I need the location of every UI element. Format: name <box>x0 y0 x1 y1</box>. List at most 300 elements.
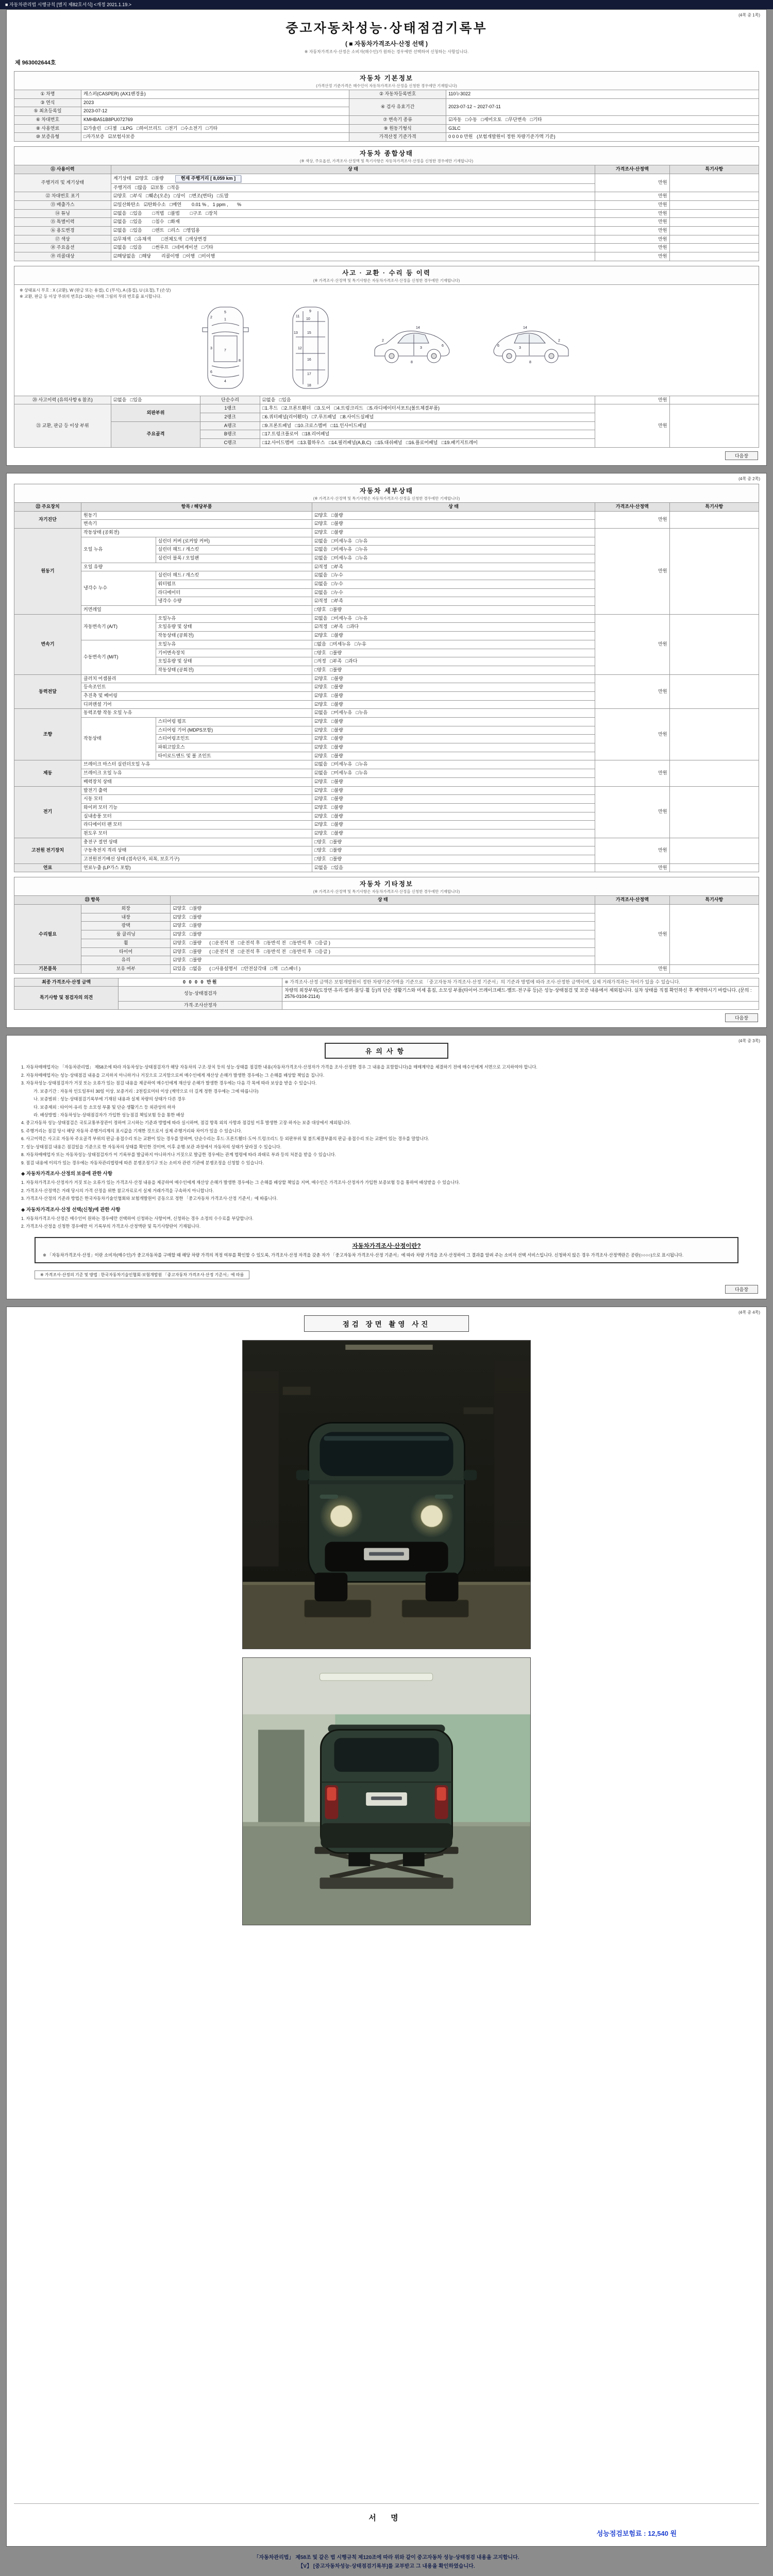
svg-text:17: 17 <box>307 372 311 376</box>
accident-history <box>14 396 759 448</box>
form-cell: 실내송풍 모터 <box>81 812 312 821</box>
page-2 <box>6 473 767 1028</box>
photo-section-title: 점검 장면 촬영 사진 <box>304 1315 469 1332</box>
transmission-type: ☑자동 □수동 □세미오토 □무단변속 □기타 <box>446 116 759 125</box>
svg-text:18: 18 <box>307 383 311 387</box>
form-cell: 파워고압호스 <box>156 743 312 752</box>
svg-text:7: 7 <box>224 348 226 352</box>
form-cell: 특기사항 <box>669 165 759 174</box>
form-cell: ☑양호 □불량 <box>312 803 595 812</box>
misc-info-title: 자동차 기타정보 <box>360 880 413 888</box>
form-cell: □9.프론트패널 □10.크로스멤버 □11.인사이드패널 <box>260 421 595 430</box>
simple-repair: ☑없음 □있음 <box>260 396 595 404</box>
svg-text:10: 10 <box>306 317 310 321</box>
form-cell: ☑양호 □불량 <box>312 718 595 726</box>
inspection-photo-rear <box>242 1657 531 1925</box>
form-cell: 고전원전기배선 상태 (접속단자, 피복, 보호기구) <box>81 855 312 864</box>
form-cell: □없음 □미세누유 □누유 <box>312 640 595 649</box>
form-cell: C랭크 <box>200 439 260 448</box>
form-cell: ☑없음 □미세누유 □누유 <box>312 709 595 718</box>
next-page-button-2[interactable]: 다음장 <box>725 1013 758 1022</box>
form-cell: 시동 모터 <box>81 795 312 804</box>
form-cell: 항목 / 해당부품 <box>81 502 312 511</box>
form-cell: 만원 <box>595 511 670 528</box>
notice-paragraph: 6. 사고이력은 사고로 자동차 주요골격 부위의 판금·용접수리 또는 교환이 있는 경우를 말하며, 단순수리는 후드·프론트휀더·도어·트렁크리드 등 외판부위 및 볼트체결부품의 판금·용접수리 또는 교환이 있는 경우를 말합니다. <box>21 1136 429 1142</box>
form-cell: 만원 <box>595 396 670 404</box>
form-cell: □적정 □부족 □과다 <box>312 657 595 666</box>
form-cell <box>669 674 759 709</box>
svg-text:3: 3 <box>210 346 212 350</box>
accident-diagram-panel <box>14 284 759 396</box>
page-1 <box>6 9 767 466</box>
form-cell: 기본품목 <box>14 964 81 973</box>
form-cell <box>669 252 759 261</box>
car-side-diagram-right <box>487 322 575 374</box>
form-cell: 라디에이터 팬 모터 <box>81 821 312 829</box>
form-cell: ☑해당없음 □해당 리콜이행 □이행 □미이행 <box>111 252 595 261</box>
form-cell: ☑있음 □없음 ( □사용설명서 □안전삼각대 □잭 □스패너 ) <box>171 964 595 973</box>
form-cell: 작동상태 (공회전) <box>156 632 312 640</box>
form-cell: 만원 <box>595 786 670 838</box>
form-cell: 오일누유 <box>156 640 312 649</box>
svg-text:15: 15 <box>307 331 311 335</box>
form-cell: 작동상태 <box>81 718 156 760</box>
base-price: 0 0 0 0 만원 (보험개발원이 정한 차량기준가액 기준) <box>446 133 759 142</box>
form-cell: 변속기 <box>81 520 312 529</box>
form-cell: ☑없음 □미세누유 □누유 <box>312 537 595 546</box>
form-cell: □12.사이드멤버 □13.휠하우스 □14.필러패널(A,B,C) □15.대쉬패널 □16.플로어패널 □19.패키지트레이 <box>260 439 595 448</box>
notice-subparagraph: 라. 배상방법 : 자동차성능·상태점검자가 가입한 성능점검 책임보험 등을 통한 배상 <box>33 1112 184 1117</box>
notice-paragraph: 2. 가격조사·산정액은 거래 당시의 가격 산정을 위한 참고자료로서 실제 거래가격을 구속하지 아니합니다. <box>21 1188 214 1193</box>
form-cell: ☑양호 □불량 <box>312 752 595 760</box>
svg-text:8: 8 <box>411 360 413 364</box>
svg-text:2: 2 <box>558 338 560 343</box>
notice-paragraphs <box>14 1064 759 1229</box>
form-cell: 실린더 헤드 / 개스킷 <box>156 546 312 554</box>
form-cell: 만원 <box>595 709 670 760</box>
form-cell: 만원 <box>595 674 670 709</box>
form-cell: 상 태 <box>312 502 595 511</box>
form-cell <box>669 964 759 973</box>
notice-paragraph: 1. 자동차가격조사·산정자가 거짓 또는 오류가 있는 가격조사·산정 내용을 제공하여 매수인에게 재산상 손해가 발생한 경우에는 그 손해를 배상할 책임을 지며, 매수인은 가격조사·산정자가 가입한 보증보험 등을 통하여 배상받을 수 있습니다. <box>21 1180 460 1185</box>
status-mark-legend: ※ 상태표시 부호 : X (교환), W (판금 또는 용접), C (부식), A (흠집), U (요철), T (손상) <box>20 287 171 293</box>
notice-paragraph: 1. 자동차매매업자는 「자동차관리법」 제58조에 따라 자동차성능·상태점검자가 해당 자동차의 구조·장치 등의 성능·상태를 점검한 내용(자동차가격조사·산정자가 가격을 조사·산정한 경우 그 내용을 포함합니다)을 매매계약을 체결하기 전에 매수인에게 서면으로 고지하여야 합니다. <box>21 1064 537 1070</box>
form-cell: ⑫ 차대번호 표기 <box>14 192 111 201</box>
form-cell: ⑰ 색상 <box>14 235 111 244</box>
form-cell: 브레이크 오일 누유 <box>81 769 312 778</box>
form-cell: 만원 <box>595 218 670 227</box>
form-cell: 추진축 및 베어링 <box>81 691 312 700</box>
form-cell: 자기진단 <box>14 511 81 528</box>
form-cell: ⑯ 용도변경 <box>14 226 111 235</box>
basic-info-title: 자동차 기본정보 <box>360 75 413 82</box>
svg-text:14: 14 <box>416 326 420 330</box>
form-cell: 수리필요 <box>14 905 81 965</box>
svg-text:2: 2 <box>210 315 212 319</box>
overall-status-note: (※ 색상, 주요옵션, 가격조사·산정액 및 특기사항은 자동차가격조사·산정을 신청한 경우에만 기재합니다) <box>299 159 474 164</box>
form-cell: 발전기 출력 <box>81 786 312 795</box>
form-cell: □1.후드 □2.프론트휀더 □3.도어 □4.트렁크리드 □5.라디에이터서포트(볼트체결부품) <box>260 404 595 413</box>
form-cell: ㉒ 주요장치 <box>14 502 81 511</box>
form-cell: 냉각수 누수 <box>81 571 156 606</box>
detail-status <box>14 502 759 873</box>
footer-line-2: 【V】 [중고자동차성능·상태점검기록부]를 교부받고 그 내용을 확인하였습니다. <box>298 2563 475 2569</box>
form-cell: ☑없음 □있음 □적법 □불법 □구조 □장치 <box>111 209 595 218</box>
emissions: ☑일산화탄소 ☑탄화수소 □매연 0.01 % , 1 ppm , % <box>111 200 595 209</box>
form-cell: 만원 <box>595 174 670 192</box>
page-3 <box>6 1035 767 1299</box>
form-cell: 보유 여부 <box>81 964 171 973</box>
form-cell: ☑양호 □불량 <box>171 930 595 939</box>
form-cell <box>669 614 759 674</box>
form-cell: 워터펌프 <box>156 580 312 589</box>
form-cell: 연료누출 (LP가스 포함) <box>81 863 312 872</box>
form-cell: 변속기 <box>14 614 81 674</box>
form-cell: 타이어 <box>81 947 171 956</box>
price-survey-box-text: ※ 「자동차가격조사·산정」이란 소비자(매수인)가 중고자동차를 구매할 때 해당 차량 가격의 적정 여부를 확인할 수 있도록, 가격조사·산정 자격을 갖춘 자가 「중고자동차 가격조사·산정 기준서」에 따라 차량 가격을 조사·산정하여 그 결과를 알려 주는 소비자 선택 서비스입니다. 신청하지 않은 경우 가격조사·산정액란은 공란(○○○○)으로 표시됩니다. <box>43 1252 684 1258</box>
form-cell: ☑무채색 □유채색 □전체도색 □색상변경 <box>111 235 595 244</box>
form-cell: ☑양호 □불량 <box>312 511 595 520</box>
form-cell: ⑬ 배출가스 <box>14 200 111 209</box>
form-cell: ☑적정 □부족 □과다 <box>312 623 595 632</box>
form-cell: ☑없음 □미세누유 □누유 <box>312 769 595 778</box>
final-price-section-table <box>14 978 759 1010</box>
form-cell: 유리 <box>81 956 171 965</box>
notice-heading: ◆ 자동차가격조사·산정의 보증에 관한 사항 <box>21 1171 113 1177</box>
form-cell: ☑양호 □불량 <box>312 735 595 743</box>
form-cell: 커먼레일 <box>81 606 312 615</box>
form-cell: 스티어링 펌프 <box>156 718 312 726</box>
page-4 <box>6 1307 767 2547</box>
form-cell: 외장 <box>81 905 171 913</box>
car-diagrams <box>20 300 753 395</box>
form-cell: ⑭ 튜닝 <box>14 209 111 218</box>
document-number: 제 963002644호 <box>15 60 56 66</box>
car-top-view-diagram <box>198 304 253 392</box>
svg-text:12: 12 <box>298 346 302 350</box>
price-survey-box-title: 자동차가격조사·산정이란? <box>352 1243 421 1249</box>
svg-text:1: 1 <box>224 317 226 321</box>
form-cell: 내장 <box>81 913 171 922</box>
form-cell: 상 태 <box>111 165 595 174</box>
form-cell: 만원 <box>595 838 670 863</box>
accident-history-title: 사고 · 교환 · 수리 등 이력 <box>342 269 431 277</box>
form-cell: 디퍼렌셜 기어 <box>81 700 312 709</box>
svg-text:2: 2 <box>382 338 384 343</box>
fee-row <box>14 2523 759 2542</box>
form-cell: ⑪ 사용이력 <box>14 165 111 174</box>
form-cell: ⑲ 리콜대상 <box>14 252 111 261</box>
final-price-section <box>14 978 759 1010</box>
form-cell: 외판부위 <box>111 404 200 421</box>
overall-status-table <box>14 165 759 261</box>
form-cell: ☑없음 □있음 □침수 □화재 <box>111 218 595 227</box>
accident-history-table <box>14 396 759 448</box>
notice-paragraph: 4. 중고자동차 성능·상태점검은 국토교통부장관이 정하여 고시하는 기준과 방법에 따라 실시하며, 점검 항목 외의 사항과 점검일 이후 발생한 고장·하자는 보증 대상에서 제외됩니다. <box>21 1120 351 1126</box>
notice-heading: ◆ 자동차가격조사·산정 선택(신청)에 관한 사항 <box>21 1207 121 1213</box>
form-cell: 주행거리 및 계기상태 <box>14 174 111 192</box>
notice-subparagraph: 나. 보증범위 : 성능·상태점검기록부에 기재된 내용과 실제 차량의 상태가 다른 경우 <box>33 1096 186 1102</box>
form-cell <box>669 174 759 192</box>
form-cell <box>669 218 759 227</box>
form-cell: 전기 <box>14 786 81 838</box>
basic-info <box>14 90 759 142</box>
form-cell: 광택 <box>81 922 171 930</box>
registration-number: 110누3022 <box>446 90 759 99</box>
insurance-fee: 성능점검보험료 : 12,540 원 <box>596 2530 677 2537</box>
mileage-status: 계기상태 ☑양호 □불량 현재 주행거리 [ 8,059 km ] <box>111 174 595 183</box>
detail-status-header <box>14 484 759 502</box>
svg-text:14: 14 <box>523 326 527 330</box>
form-cell: 2랭크 <box>200 413 260 422</box>
form-cell: 가격조사·산정액 <box>595 502 670 511</box>
form-cell: ⑱ 주요옵션 <box>14 244 111 252</box>
form-cell: 제동 <box>14 760 81 786</box>
form-cell: 고전원 전기장치 <box>14 838 81 863</box>
svg-text:5: 5 <box>224 310 226 314</box>
form-cell: ② 자동차등록번호 <box>349 90 446 99</box>
notice-title: 유의사항 <box>325 1043 448 1059</box>
form-cell: 동력전달 <box>14 674 81 709</box>
form-cell: 만원 <box>595 209 670 218</box>
form-cell: ☑양호 □부식 □훼손(오손) □상이 □변조(변타) □도말 <box>111 192 595 201</box>
notice-paragraph: 9. 점검 내용에 이의가 있는 경우에는 자동차관리법령에 따른 분쟁조정기구 또는 소비자 관련 기관에 분쟁조정을 신청할 수 있습니다. <box>21 1160 264 1165</box>
form-cell: 작동상태 (공회전) <box>81 528 312 537</box>
form-cell: ☑없음 □미세누유 □누유 <box>312 760 595 769</box>
page-marker-4: (4쪽 중 4쪽) <box>738 1310 760 1315</box>
form-cell: ☑양호 □불량 <box>312 520 595 529</box>
form-cell: ☑없음 □있음 □렌트 □리스 □영업용 <box>111 226 595 235</box>
form-cell: 만원 <box>595 528 670 614</box>
form-cell: 등속조인트 <box>81 683 312 692</box>
notice-paragraph: 3. 자동차성능·상태점검자가 거짓 또는 오류가 있는 점검 내용을 제공하여 매수인에게 재산상 손해가 발생한 경우에는 다음 각 목에 따라 보상을 받을 수 있습니다. <box>21 1080 317 1086</box>
svg-text:11: 11 <box>296 314 300 318</box>
vehicle-name: 캐스퍼(CASPER) (AX1밴경울) <box>81 90 349 99</box>
form-cell: 원동기 <box>81 511 312 520</box>
form-cell: □6.쿼터패널(리어휀더) □7.루프패널 □8.사이드실패널 <box>260 413 595 422</box>
detail-status-title: 자동차 세부상태 <box>360 487 413 495</box>
form-cell <box>669 404 759 447</box>
form-cell: ⑩ 보증유형 <box>14 133 81 142</box>
form-cell: 특기사항 <box>669 896 759 905</box>
document-subnote: ※ 자동차가격조사·산정은 소비자(매수인)가 원하는 경우에만 선택하여 신청하는 사항입니다. <box>304 49 469 54</box>
form-cell: ⑦ 변속기 종류 <box>349 116 446 125</box>
form-cell: 만원 <box>595 404 670 447</box>
form-cell: 스티어링조인트 <box>156 735 312 743</box>
form-cell: ☑양호 □불량 <box>312 700 595 709</box>
form-cell: 조향 <box>14 709 81 760</box>
price-survey-select: ( ■ 자동차가격조사·산정 선택 ) <box>345 40 428 47</box>
accident-history: ☑없음 □있음 <box>111 396 200 404</box>
price-survey-info-box <box>35 1237 738 1263</box>
form-cell <box>669 786 759 838</box>
basic-info-table <box>14 90 759 142</box>
form-cell: 스티어링 기어 (MDPS포함) <box>156 726 312 735</box>
form-cell: 라디에이터 <box>156 588 312 597</box>
form-cell: ※ 가격조사·산정 금액은 보험개발원이 정한 차량기준가액을 기준으로 「중고자동차 가격조사·산정 기준서」의 기준과 방법에 따라 조사·산정한 금액이며, 실제 거래가격과는 차이가 있을 수 있습니다. <box>282 978 759 987</box>
form-cell: □양호 □불량 <box>312 666 595 674</box>
form-cell: ☑양호 □불량 <box>312 829 595 838</box>
form-cell: □양호 □불량 <box>312 855 595 864</box>
document-title: 중고자동차성능·상태점검기록부 <box>285 21 488 36</box>
form-code-bar <box>0 0 773 9</box>
svg-text:3: 3 <box>519 346 521 350</box>
engine-type: G3LC <box>446 124 759 133</box>
form-cell: ⑤ 최초등록일 <box>14 107 81 116</box>
svg-text:8: 8 <box>239 359 241 363</box>
diagram-number-legend: ※ 교환, 판금 등 이상 부위의 번호(1~19)는 아래 그림의 부위 번호를 표시합니다. <box>20 294 162 299</box>
next-page-button-1[interactable]: 다음장 <box>725 451 758 460</box>
basic-info-note: (가격산정 기준가격은 매수인이 자동차가격조사·산정을 신청한 경우에만 기재합니다) <box>316 83 457 88</box>
form-cell: ☑양호 □불량 <box>171 913 595 922</box>
form-cell: □17.트렁크플로어 □18.리어패널 <box>260 430 595 439</box>
form-cell <box>669 192 759 201</box>
form-cell: ⑮ 특별이력 <box>14 218 111 227</box>
appraiser-opinion <box>282 1001 759 1010</box>
form-cell: ④ 검사 유효기간 <box>349 98 446 115</box>
form-cell: ☑없음 □누수 <box>312 588 595 597</box>
notice-paragraph: 2. 자동차매매업자는 성능·상태점검 내용을 고지하지 아니하거나 거짓으로 고지함으로써 매수인에게 재산상 손해가 발생한 경우에는 그 손해를 배상할 책임을 집니다. <box>21 1072 325 1078</box>
form-cell: 만원 <box>595 252 670 261</box>
form-cell: 만원 <box>595 614 670 674</box>
current-mileage-box: 현재 주행거리 [ 8,059 km ] <box>175 175 241 182</box>
signature-label: 서 명 <box>368 2514 405 2522</box>
svg-text:9: 9 <box>309 309 311 313</box>
form-cell: 주요골격 <box>111 421 200 447</box>
inspection-validity: 2023-07-12 ~ 2027-07-11 <box>446 98 759 115</box>
form-cell: 상 태 <box>171 896 595 905</box>
svg-text:3: 3 <box>420 346 422 350</box>
notice-subparagraph: 다. 보증제외 : 타이어·유리 등 소모성 부품 및 단순 생활기스 등 외관상의 하자 <box>33 1104 176 1110</box>
form-cell: 가격·조사산정자 <box>119 1001 282 1010</box>
form-cell: 오일유량 및 상태 <box>156 623 312 632</box>
form-cell: □양호 □불량 <box>312 649 595 657</box>
form-cell: 만원 <box>595 905 670 965</box>
form-cell: 오일 누유 <box>81 537 156 563</box>
form-cell: □양호 □불량 <box>312 606 595 615</box>
form-cell <box>669 396 759 404</box>
fuel-type: ☑가솔린 □디젤 □LPG □하이브리드 □전기 □수소전기 □기타 <box>81 124 349 133</box>
notice-paragraph: 2. 가격조사·산정을 신청한 경우에만 이 기록부의 가격조사·산정액란 및 특기사항란이 기재됩니다. <box>21 1224 201 1229</box>
form-cell: 가격산정 기준가격 <box>349 133 446 142</box>
form-cell: ③ 연식 <box>14 98 81 107</box>
footer-line-1: 「자동차관리법」 제58조 및 같은 법 시행규칙 제120조에 따라 위와 같이 중고자동차 성능·상태점검 내용을 고지합니다. <box>254 2555 519 2561</box>
form-cell: 만원 <box>595 200 670 209</box>
form-cell: 만원 <box>595 226 670 235</box>
form-cell: ☑양호 □불량 <box>312 795 595 804</box>
form-cell: 원동기 <box>14 528 81 614</box>
accident-history-note: (※ 가격조사·산정액 및 특기사항은 자동차가격조사·산정을 신청한 경우에만 기재합니다) <box>313 278 460 283</box>
form-cell: 수동변속기 (M/T) <box>81 640 156 674</box>
form-cell: 클러치 어셈블리 <box>81 674 312 683</box>
form-cell: 실린더 커버 (로커암 커버) <box>156 537 312 546</box>
form-cell: ☑없음 □있음 □썬루프 □네비게이션 □기타 <box>111 244 595 252</box>
blank-area <box>14 1934 759 2503</box>
svg-text:6: 6 <box>497 344 499 348</box>
inspector-opinion: 차량의 외장부위(도장면·유리·범퍼·몰딩·휠 등)의 단순 생활기스와 미세 흠집, 소모성 부품(타이어·브레이크패드·벨트·전구류 등)은 성능·상태점검 및 보증 내용에서 제외됩니다. 실차 상태를 직접 확인하신 후 계약하시기 바랍니다. (문의 : 2576-0104-2114) <box>282 987 759 1001</box>
form-cell: ☑양호 □불량 <box>312 726 595 735</box>
notice-paragraph: 3. 가격조사·산정의 기준과 방법은 한국자동차기술인협회와 보험개발원이 공동으로 정한 「중고자동차 가격조사·산정 기준서」에 따릅니다. <box>21 1196 278 1201</box>
svg-text:16: 16 <box>307 358 311 362</box>
svg-text:8: 8 <box>529 360 531 364</box>
form-cell: 실린더 헤드 / 개스킷 <box>156 571 312 580</box>
form-cell: ⑨ 원동기형식 <box>349 124 446 133</box>
page-marker-2: (4쪽 중 2쪽) <box>738 476 760 481</box>
form-cell: 브레이크 마스터 실린더오일 누유 <box>81 760 312 769</box>
form-code-text: ■ 자동차관리법 시행규칙 [별지 제82호서식] <개정 2021.1.19.> <box>5 2 131 7</box>
form-cell: 오일누유 <box>156 614 312 623</box>
form-cell: 구동축전지 격리 상태 <box>81 846 312 855</box>
form-cell: ① 차명 <box>14 90 81 99</box>
svg-text:6: 6 <box>442 344 444 348</box>
page-marker-1: (4쪽 중 1쪽) <box>738 13 760 18</box>
form-cell <box>669 709 759 760</box>
form-cell: 배력장치 상태 <box>81 777 312 786</box>
overall-status <box>14 165 759 261</box>
form-cell: ☑양호 □불량 <box>312 683 595 692</box>
form-cell: ㉑ 교환, 판금 등 이상 부위 <box>14 404 111 447</box>
final-price: 0 0 0 0 만원 <box>119 978 282 987</box>
misc-info-header <box>14 877 759 895</box>
form-cell: ☑없음 □누수 <box>312 580 595 589</box>
form-cell: 룸 클리닝 <box>81 930 171 939</box>
form-cell: 만원 <box>595 244 670 252</box>
inspection-photo-front <box>242 1340 531 1649</box>
next-page-button-3[interactable]: 다음장 <box>725 1285 758 1294</box>
form-cell: 만원 <box>595 760 670 786</box>
form-cell: 성능·상태점검자 <box>119 987 282 1001</box>
form-cell: 연료 <box>14 863 81 872</box>
form-cell: 오일 유량 <box>81 563 312 571</box>
form-cell: 만원 <box>595 964 670 973</box>
basic-info-header <box>14 71 759 90</box>
form-cell: 만원 <box>595 863 670 872</box>
form-cell: ☑양호 □불량 <box>312 812 595 821</box>
notice-subparagraph: 가. 보증기간 : 자동차 인도일부터 30일 이상, 보증거리 : 2천킬로미터 이상 (계약으로 더 길게 정한 경우에는 그에 따릅니다) <box>33 1088 259 1094</box>
form-cell: 단순수리 <box>200 396 260 404</box>
svg-text:6: 6 <box>210 370 212 374</box>
mileage-level: 주행거리 □많음 ☑보통 □적음 <box>111 183 595 192</box>
form-cell: 동력조향 작동 오일 누유 <box>81 709 312 718</box>
detail-status-note: (※ 가격조사·산정액 및 특기사항은 자동차가격조사·산정을 신청한 경우에만 기재합니다) <box>313 496 460 501</box>
form-cell <box>669 244 759 252</box>
form-cell: 가격조사·산정액 <box>595 165 670 174</box>
form-cell: 충전구 절연 상태 <box>81 838 312 846</box>
page-gap <box>0 466 773 473</box>
form-cell: □양호 □불량 <box>312 838 595 846</box>
car-side-diagram-left <box>368 322 456 374</box>
form-cell: ㉓ 항목 <box>14 896 171 905</box>
form-cell: 가격조사·산정액 <box>595 896 670 905</box>
form-cell: ☑없음 □미세누유 □누유 <box>312 614 595 623</box>
form-cell: ⑥ 차대번호 <box>14 116 81 125</box>
form-cell <box>669 226 759 235</box>
notice-paragraph: 7. 성능·상태점검 내용은 점검일을 기준으로 한 자동차의 상태를 확인한 것이며, 이후 운행·보관 과정에서 자동차의 상태가 달라질 수 있습니다. <box>21 1144 282 1149</box>
page-marker-3: (4쪽 중 3쪽) <box>738 1039 760 1044</box>
page-gap <box>0 1299 773 1307</box>
form-cell: ☑양호 □불량 <box>171 922 595 930</box>
price-survey-basis: ※ 가격조사·산정의 기준 및 방법 : 한국자동차기술인협회·보험개발원 「중고자동차 가격조사·산정 기준서」에 따름 <box>35 1270 249 1279</box>
final-price-label: 최종 가격조사·산정 금액 <box>14 978 119 987</box>
form-cell: ☑양호 □불량 <box>312 821 595 829</box>
form-cell: ☑양호 □불량 <box>312 674 595 683</box>
form-cell: ☑없음 □미세누유 □누유 <box>312 554 595 563</box>
form-cell: 특기사항 및 점검자의 의견 <box>14 987 119 1010</box>
misc-info-note: (※ 가격조사·산정액 및 특기사항은 자동차가격조사·산정을 신청한 경우에만 기재합니다) <box>313 889 460 894</box>
form-cell: ☑양호 □불량 <box>312 786 595 795</box>
accident-history-header <box>14 266 759 284</box>
form-cell <box>669 200 759 209</box>
